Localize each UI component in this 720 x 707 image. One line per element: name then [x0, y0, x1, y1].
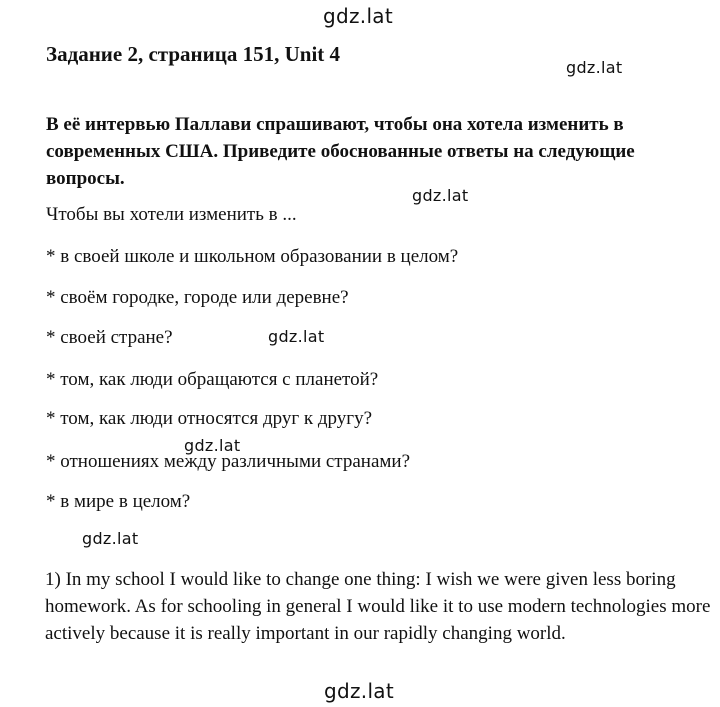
question-item: * том, как люди относятся друг к другу? — [46, 408, 373, 429]
watermark-left: gdz.lat — [82, 529, 139, 548]
question-item: * в мире в целом? — [46, 491, 191, 512]
watermark-bottom: gdz.lat — [324, 679, 395, 703]
watermark-overlap: gdz.lat — [184, 436, 241, 455]
watermark-top: gdz.lat — [323, 4, 394, 28]
question-item: * отношениях между различными странами? — [46, 451, 411, 472]
watermark-inline: gdz.lat — [268, 327, 325, 346]
page-title: Задание 2, страница 151, Unit 4 — [46, 42, 341, 66]
task-intro: В её интервью Паллави спрашивают, чтобы она хотела изменить в современных США. Приведите обоснованные ответы на следующие вопросы. — [46, 114, 635, 189]
question-item: * своей стране? — [46, 327, 173, 348]
question-item: * в своей школе и школьном образовании в целом? — [46, 246, 459, 267]
watermark-right: gdz.lat — [566, 58, 623, 77]
question-item: * своём городке, городе или деревне? — [46, 287, 349, 308]
lead-question: Чтобы вы хотели изменить в ... — [46, 204, 297, 225]
watermark-mid: gdz.lat — [412, 186, 469, 205]
question-item: * том, как люди обращаются с планетой? — [46, 369, 379, 390]
answer-paragraph: 1) In my school I would like to change one thing: I wish we were given less boring homework. As for schooling in general I would like it to use modern technologies more actively because it is really important in our rapidly changing world. — [45, 569, 711, 644]
